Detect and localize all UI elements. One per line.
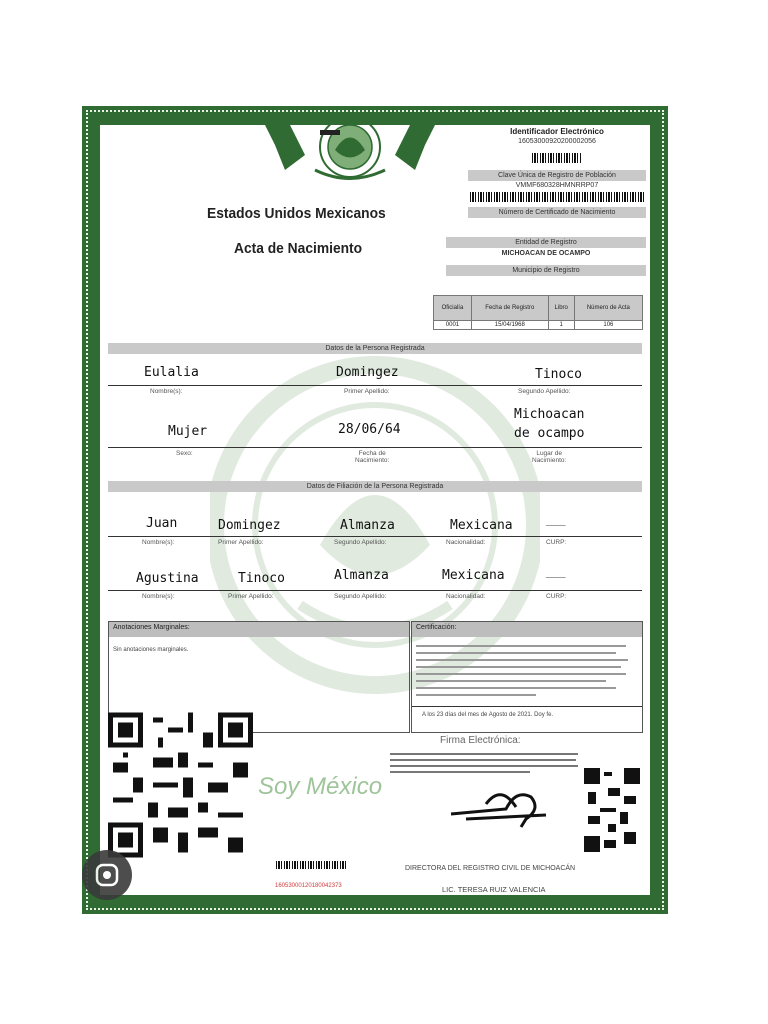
- footer-serial: 16053000120180042373: [275, 883, 342, 889]
- birth-certificate-frame: [82, 106, 668, 914]
- signature-name: LIC. TERESA RUIZ VALENCIA: [442, 885, 546, 894]
- entity-label: Entidad de Registro: [446, 237, 646, 248]
- label-parent2-segundo: Segundo Apellido:: [334, 593, 387, 600]
- label-parent1-segundo: Segundo Apellido:: [334, 539, 387, 546]
- label-parent1-primer: Primer Apellido:: [218, 539, 264, 546]
- divider-line: [108, 385, 642, 386]
- registry-value-libro: 1: [548, 321, 574, 330]
- label-parent2-nacionalidad: Nacionalidad:: [446, 593, 486, 600]
- title-country: Estados Unidos Mexicanos: [207, 205, 386, 222]
- parent2-name: Agustina: [136, 571, 199, 586]
- title-document: Acta de Nacimiento: [234, 240, 363, 257]
- label-nombre: Nombre(s):: [150, 388, 183, 395]
- slogan-text: Soy México: [258, 773, 383, 800]
- label-fecha-nacimiento: [355, 450, 389, 464]
- divider-line: [108, 447, 642, 448]
- divider-line: [108, 536, 642, 537]
- certification-box: [411, 621, 643, 733]
- person-birth-place-line1: Michoacan: [514, 407, 585, 422]
- parent1-second-surname: Almanza: [340, 518, 395, 533]
- label-lugar-line1: Lugar de: [536, 450, 562, 457]
- annotations-title: Anotaciones Marginales:: [109, 622, 409, 637]
- person-sex: Mujer: [168, 424, 208, 439]
- parent2-curp: _____: [546, 571, 566, 578]
- person-name: Eulalia: [144, 365, 199, 380]
- person-birth-date: 28/06/64: [338, 422, 401, 437]
- label-sexo: Sexo:: [176, 450, 193, 457]
- certificate-number-label: Número de Certificado de Nacimiento: [468, 207, 646, 218]
- section-filiation: Datos de Filiación de la Persona Registrada: [108, 481, 642, 492]
- lens-icon: [94, 862, 120, 888]
- certification-body-text-icon: [416, 643, 636, 703]
- registry-value-acta: 106: [574, 321, 642, 330]
- parent2-second-surname: Almanza: [334, 568, 389, 583]
- registry-header-fecha: Fecha de Registro: [471, 296, 548, 321]
- annotations-text: Sin anotaciones marginales.: [113, 647, 189, 653]
- image-search-lens-button[interactable]: [82, 850, 132, 900]
- signature-hash-text-icon: [390, 751, 580, 781]
- parent1-curp: _____: [546, 519, 566, 526]
- registry-header-oficialia: Oficialía: [434, 296, 472, 321]
- label-parent2-primer: Primer Apellido:: [228, 593, 274, 600]
- divider-line: [108, 590, 642, 591]
- certificate-paper: [100, 125, 650, 895]
- section-registered-person: Datos de la Persona Registrada: [108, 343, 642, 354]
- certification-date: A los 23 días del mes de Agosto de 2021. Doy fe.: [422, 712, 554, 718]
- label-fecha-line1: Fecha de: [358, 450, 386, 457]
- registry-table: [433, 295, 643, 330]
- signature-label: Firma Electrónica:: [440, 735, 521, 746]
- label-fecha-line2: Nacimiento:: [355, 457, 390, 464]
- curp-barcode-icon: [470, 192, 644, 202]
- label-lugar-nacimiento: [532, 450, 566, 464]
- label-primer-apellido: Primer Apellido:: [344, 388, 390, 395]
- label-parent1-curp: CURP:: [546, 539, 567, 546]
- person-second-surname: Tinoco: [535, 367, 582, 382]
- parent1-nationality: Mexicana: [450, 518, 513, 533]
- label-lugar-line2: Nacimiento:: [532, 457, 567, 464]
- signature-office: DIRECTORA DEL REGISTRO CIVIL DE MICHOACÁN: [405, 865, 576, 872]
- handwritten-signature-icon: [446, 779, 556, 829]
- entity-value: MICHOACAN DE OCAMPO: [501, 250, 591, 257]
- parent2-nationality: Mexicana: [442, 568, 505, 583]
- label-parent2-nombre: Nombre(s):: [142, 593, 175, 600]
- national-seal-icon: [265, 125, 435, 195]
- barcode-icon: [532, 153, 582, 163]
- label-parent1-nacionalidad: Nacionalidad:: [446, 539, 486, 546]
- municipio-label: Municipio de Registro: [446, 265, 646, 276]
- label-segundo-apellido: Segundo Apellido:: [518, 388, 571, 395]
- person-first-surname: Domingez: [336, 365, 399, 380]
- qr-code-small-icon: [584, 767, 640, 853]
- registry-value-fecha: 15/04/1968: [471, 321, 548, 330]
- label-parent1-nombre: Nombre(s):: [142, 539, 175, 546]
- registry-value-oficialia: 0001: [434, 321, 472, 330]
- parent1-first-surname: Domingez: [218, 518, 281, 533]
- qr-code-large-icon: [108, 711, 253, 859]
- curp-label: Clave Única de Registro de Población: [468, 170, 646, 181]
- registry-header-libro: Libro: [548, 296, 574, 321]
- curp-value: VMMF680328HMNRRP07: [515, 182, 599, 189]
- registry-header-acta: Número de Acta: [574, 296, 642, 321]
- person-birth-place-line2: de ocampo: [514, 426, 585, 441]
- electronic-id-label: Identificador Electrónico: [510, 127, 604, 136]
- divider-line: [412, 706, 642, 707]
- certification-title: Certificación:: [412, 622, 642, 637]
- electronic-id-value: 16053000920200002056: [518, 138, 596, 145]
- parent1-name: Juan: [146, 516, 178, 531]
- footer-barcode-icon: [276, 861, 346, 869]
- label-parent2-curp: CURP:: [546, 593, 567, 600]
- parent2-first-surname: Tinoco: [238, 571, 285, 586]
